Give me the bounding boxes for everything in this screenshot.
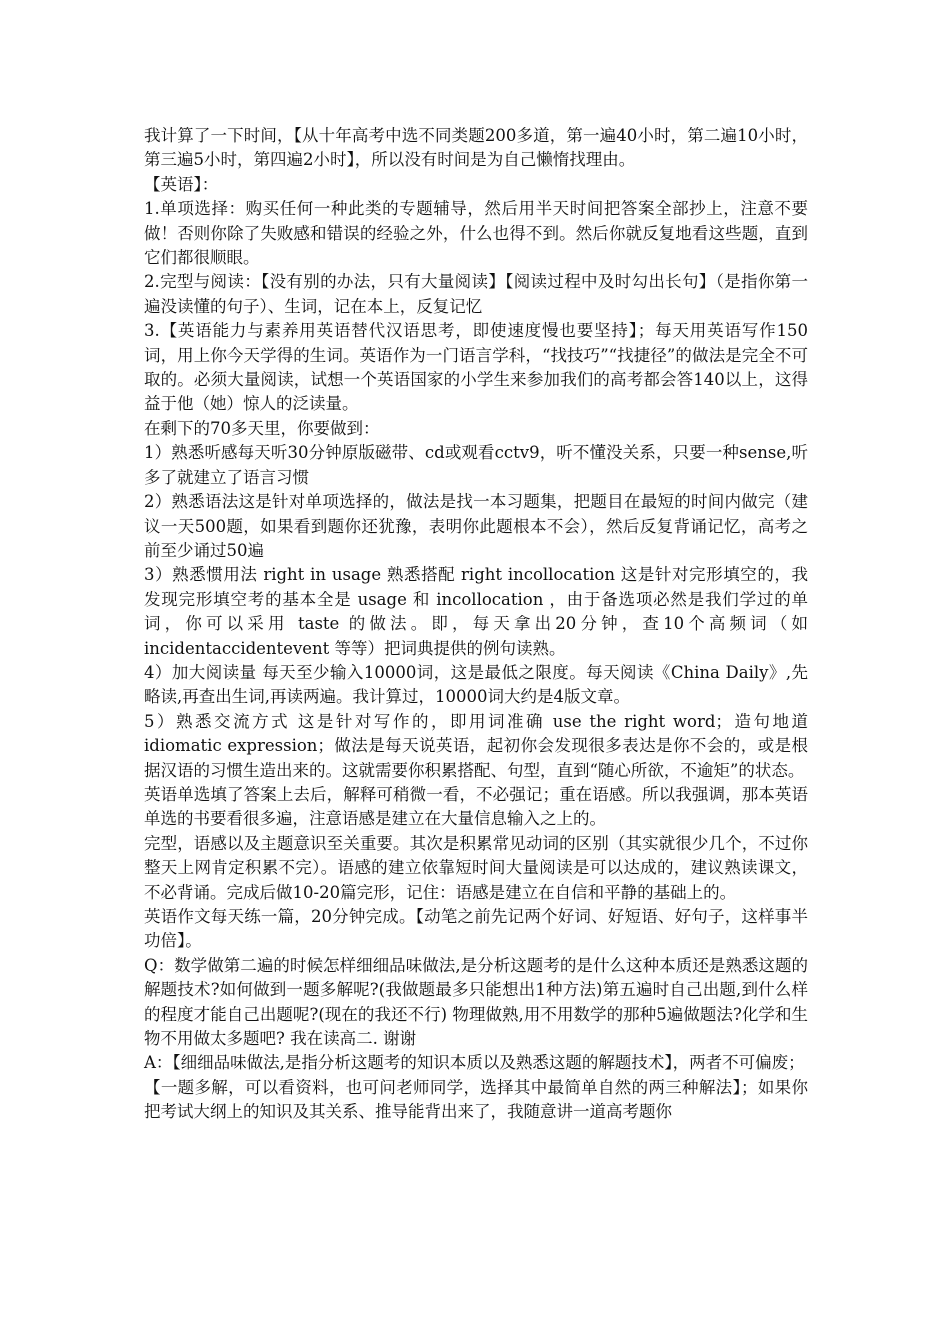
paragraph-multiple-solutions: 【一题多解，可以看资料，也可问老师同学，选择其中最简单自然的两三种解法】；如果你把考试大纲上的知识及其关系、推导能背出来了，我随意讲一道高考题你 — [144, 1077, 808, 1122]
document-body — [144, 124, 808, 1125]
heading-english: 【英语】： — [144, 174, 219, 194]
paragraph-time-calculation: 我计算了一下时间，【从十年高考中选不同类题200多道，第一遍40小时，第二遍10小时，第三遍5小时，第四遍2小时】，所以没有时间是为自己懒惰找理由。 — [144, 126, 808, 170]
paragraph-question: Q：数学做第二遍的时候怎样细细品味做法,是分析这题考的是什么这种本质还是熟悉这题的解题技术?如何做到一题多解呢?(我做题最多只能想出1种方法)第五遍时自己出题,到什么样的程度才能自己出题呢?(现在的我还不行) 物理做熟,用不用数学的那种5遍做题法?化学和生物不用做太多题吧? 我在读高二. 谢谢 — [144, 955, 808, 1049]
paragraph-language-sense: 英语单选填了答案上去后，解释可稍微一看，不必强记；重在语感。所以我强调，那本英语单选的书要看很多遍，注意语感是建立在大量信息输入之上的。 — [144, 784, 808, 829]
list-item-grammar: 2）熟悉语法这是针对单项选择的，做法是找一本习题集，把题目在最短的时间内做完（建议一天500题，如果看到题你还犹豫，表明你此题根本不会），然后反复背诵记忆，高考之前至少诵过50遍 — [144, 492, 808, 560]
paragraph-english-ability: 3.【英语能力与素养用英语替代汉语思考，即使速度慢也要坚持】；每天用英语写作150词，用上你今天学得的生词。英语作为一门语言学科，“找技巧”“找捷径”的做法是完全不可取的。必须大量阅读，试想一个英语国家的小学生来参加我们的高考都会答140以上，这得益于他（她）惊人的泛读量。 — [144, 321, 808, 414]
paragraph-answer: A：【细细品味做法,是指分析这题考的知识本质以及熟悉这题的解题技术】，两者不可偏废； — [144, 1053, 805, 1073]
paragraph-remaining-days: 在剩下的70多天里，你要做到： — [144, 418, 380, 438]
paragraph-cloze-sense: 完型，语感以及主题意识至关重要。其次是积累常见动词的区别（其实就很少几个，不过你整天上网肯定积累不完）。语感的建立依靠短时间大量阅读是可以达成的，建议熟读课文，不必背诵。完成后做10-20篇完形，记住：语感是建立在自信和平静的基础上的。 — [144, 833, 808, 902]
list-item-listening: 1）熟悉听感每天听30分钟原版磁带、cd或观看cctv9，听不懂没关系，只要一种sense,听多了就建立了语言习惯 — [144, 443, 808, 487]
list-item-usage: 3）熟悉惯用法 right in usage 熟悉搭配 right incollocation 这是针对完形填空的，我发现完形填空考的基本全是 usage 和 incollocation ，由于备选项必然是我们学过的单词，你可以采用 taste 的做法。即，每天拿出20分钟，查10个高频词（如 incidentaccidentevent 等等）把词典提供的例句读熟。 — [144, 565, 808, 658]
list-item-communication: 5）熟悉交流方式 这是针对写作的，即用词准确 use the right word；造句地道 idiomatic expression；做法是每天说英语，起初你会发现很多表达是你不会的，或是根据汉语的习惯生造出来的。这就需要你积累搭配、句型，直到“随心所欲，不逾矩”的状态。 — [144, 711, 808, 780]
list-item-reading: 4）加大阅读量 每天至少输入10000词，这是最低之限度。每天阅读《China Daily》,先略读,再查出生词,再读两遍。我计算过，10000词大约是4版文章。 — [144, 662, 808, 707]
paragraph-single-choice: 1.单项选择：购买任何一种此类的专题辅导，然后用半天时间把答案全部抄上，注意不要做！否则你除了失败感和错误的经验之外，什么也得不到。然后你就反复地看这些题，直到它们都很顺眼。 — [144, 199, 808, 268]
paragraph-composition: 英语作文每天练一篇，20分钟完成。【动笔之前先记两个好词、好短语、好句子，这样事半功倍】。 — [144, 907, 808, 951]
paragraph-cloze-reading: 2.完型与阅读：【没有别的办法，只有大量阅读】【阅读过程中及时勾出长句】（是指你第一遍没读懂的句子）、生词，记在本上，反复记忆 — [144, 272, 808, 316]
